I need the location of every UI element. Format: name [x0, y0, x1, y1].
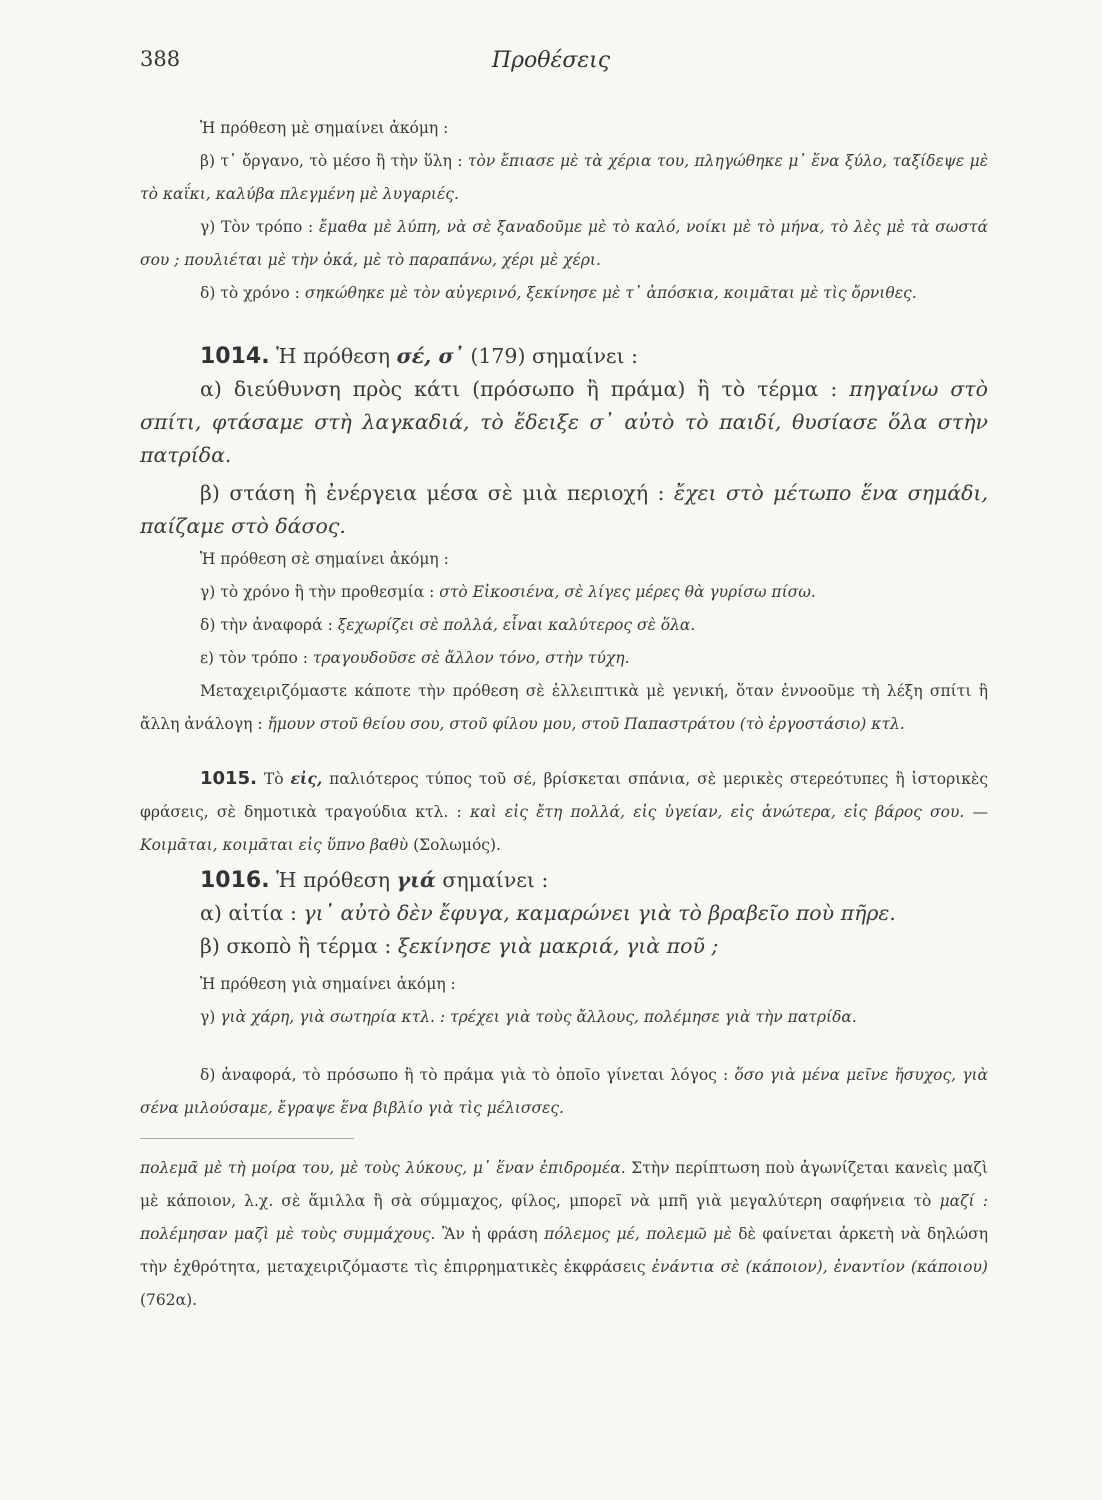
paragraph-se-manner: ε) τὸν τρόπο : τραγουδοῦσε σὲ ἄλλον τόνο, στὴν τύχη. — [200, 649, 630, 667]
paragraph-gia-reference: δ) ἀναφορά, τὸ πρόσωπο ἢ τὸ πράμα γιὰ τὸ ὁποῖο γίνεται λόγος : ὅσο γιὰ μένα μεῖνε ἥσυχος, γιὰ σένα μιλούσαμε, ἔγραψε ἕνα βιβλίο γιὰ τὶς μέλισσες. — [140, 1066, 989, 1117]
paragraph-gia-more: Ἡ πρόθεση γιὰ σημαίνει ἀκόμη : — [200, 975, 456, 993]
paragraph-se-location: β) στάση ἢ ἐνέργεια μέσα σὲ μιὰ περιοχή : ἔχει στὸ μέτωπο ἕνα σημάδι, παίζαμε στὸ δάσος. — [140, 481, 988, 538]
section-number: 1016. — [200, 868, 270, 893]
running-title: Προθέσεις — [491, 48, 611, 73]
section-number: 1015. — [200, 768, 257, 789]
section-1014-heading: 1014. Ἡ πρόθεση σέ, σ᾽ (179) σημαίνει : — [200, 344, 638, 369]
page-number: 388 — [140, 47, 181, 71]
paragraph-me-time: δ) τὸ χρόνο : σηκώθηκε μὲ τὸν αὐγερινό, ξεκίνησε μὲ τ᾽ ἀπόσκια, κοιμᾶται μὲ τὶς ὄρνιθες. — [200, 284, 917, 302]
paragraph-gia-cause: α) αἰτία : γι᾽ αὐτὸ δὲν ἔφυγα, καμαρώνει γιὰ τὸ βραβεῖο ποὺ πῆρε. — [200, 901, 896, 925]
section-1016-heading: 1016. Ἡ πρόθεση γιά σημαίνει : — [200, 868, 549, 893]
footnote: πολεμᾶ μὲ τὴ μοίρα του, μὲ τοὺς λύκους, μ᾽ ἕναν ἐπιδρομέα. Στὴν περίπτωση ποὺ ἀγωνίζεται κανεὶς μαζὶ μὲ κάποιον, λ.χ. σὲ ἅμιλλα ἢ σὰ σύμμαχος, φίλος, μπορεῖ νὰ μπῆ γιὰ μεγαλύτερη σαφήνεια τὸ μαζί : πολέμησαν μαζὶ μὲ τοὺς συμμάχους. Ἂν ἡ φράση πόλεμος μέ, πολεμῶ μὲ δὲ φαίνεται ἀρκετὴ νὰ δηλώση τὴν ἐχθρότητα, μεταχειριζόμαστε τὶς ἐπιρρηματικὲς ἐκφράσεις ἐνάντια σὲ (κάποιον), ἐναντίον (κάποιου) (762α). — [140, 1159, 989, 1309]
paragraph-me-instrument: β) τ᾽ ὄργανο, τὸ μέσο ἢ τὴν ὕλη : τὸν ἔπιασε μὲ τὰ χέρια του, πληγώθηκε μ᾽ ἕνα ξύλο, ταξίδεψε μὲ τὸ καΐκι, καλύβα πλεγμένη μὲ λυγαριές. — [140, 152, 989, 203]
paragraph-se-reference: δ) τὴν ἀναφορά : ξεχωρίζει σὲ πολλά, εἶναι καλύτερος σὲ ὅλα. — [200, 616, 696, 634]
paragraph-gia-sake: γ) γιὰ χάρη, γιὰ σωτηρία κτλ. : τρέχει γιὰ τοὺς ἄλλους, πολέμησε γιὰ τὴν πατρίδα. — [200, 1008, 857, 1026]
paragraph-se-more: Ἡ πρόθεση σὲ σημαίνει ἀκόμη : — [200, 550, 449, 568]
section-1015: 1015. Τὸ εἰς, παλιότερος τύπος τοῦ σέ, βρίσκεται σπάνια, σὲ μερικὲς στερεότυπες ἢ ἱστορικὲς φράσεις, σὲ δημοτικὰ τραγούδια κτλ. : καὶ εἰς ἔτη πολλά, εἰς ὑγείαν, εἰς ἀνώτερα, εἰς βάρος σου. — Κοιμᾶται, κοιμᾶται εἰς ὕπνο βαθὺ (Σολωμός). — [140, 768, 988, 854]
paragraph-se-time: γ) τὸ χρόνο ἢ τὴν προθεσμία : στὸ Εἰκοσιένα, σὲ λίγες μέρες θὰ γυρίσω πίσω. — [200, 583, 816, 601]
paragraph-se-elliptic: Μεταχειριζόμαστε κάποτε τὴν πρόθεση σὲ ἐλλειπτικὰ μὲ γενική, ὅταν ἐννοοῦμε τὴ λέξη σπίτι ἢ ἄλλη ἀνάλογη : ἤμουν στοῦ θείου σου, στοῦ φίλου μου, στοῦ Παπαστράτου (τὸ ἐργοστάσιο) κτλ. — [140, 682, 988, 733]
paragraph-me-manner: γ) Τὸν τρόπο : ἔμαθα μὲ λύπη, νὰ σὲ ξαναδοῦμε μὲ τὸ καλό, νοίκι μὲ τὸ μήνα, τὸ λὲς μὲ τὰ σωστά σου ; πουλιέται μὲ τὴν ὀκά, μὲ τὸ παραπάνω, χέρι μὲ χέρι. — [140, 218, 989, 269]
paragraph-me-more: Ἡ πρόθεση μὲ σημαίνει ἀκόμη : — [200, 119, 449, 137]
paragraph-se-direction: α) διεύθυνση πρὸς κάτι (πρόσωπο ἢ πράμα) ἢ τὸ τέρμα : πηγαίνω στὸ σπίτι, φτάσαμε στὴ λαγκαδιά, τὸ ἔδειξε σ᾽ αὐτὸ τὸ παιδί, θυσίασε ὅλα στὴν πατρίδα. — [140, 377, 988, 467]
section-number: 1014. — [200, 344, 270, 369]
paragraph-gia-purpose: β) σκοπὸ ἢ τέρμα : ξεκίνησε γιὰ μακριά, γιὰ ποῦ ; — [200, 934, 719, 958]
footnote-divider — [140, 1138, 354, 1139]
